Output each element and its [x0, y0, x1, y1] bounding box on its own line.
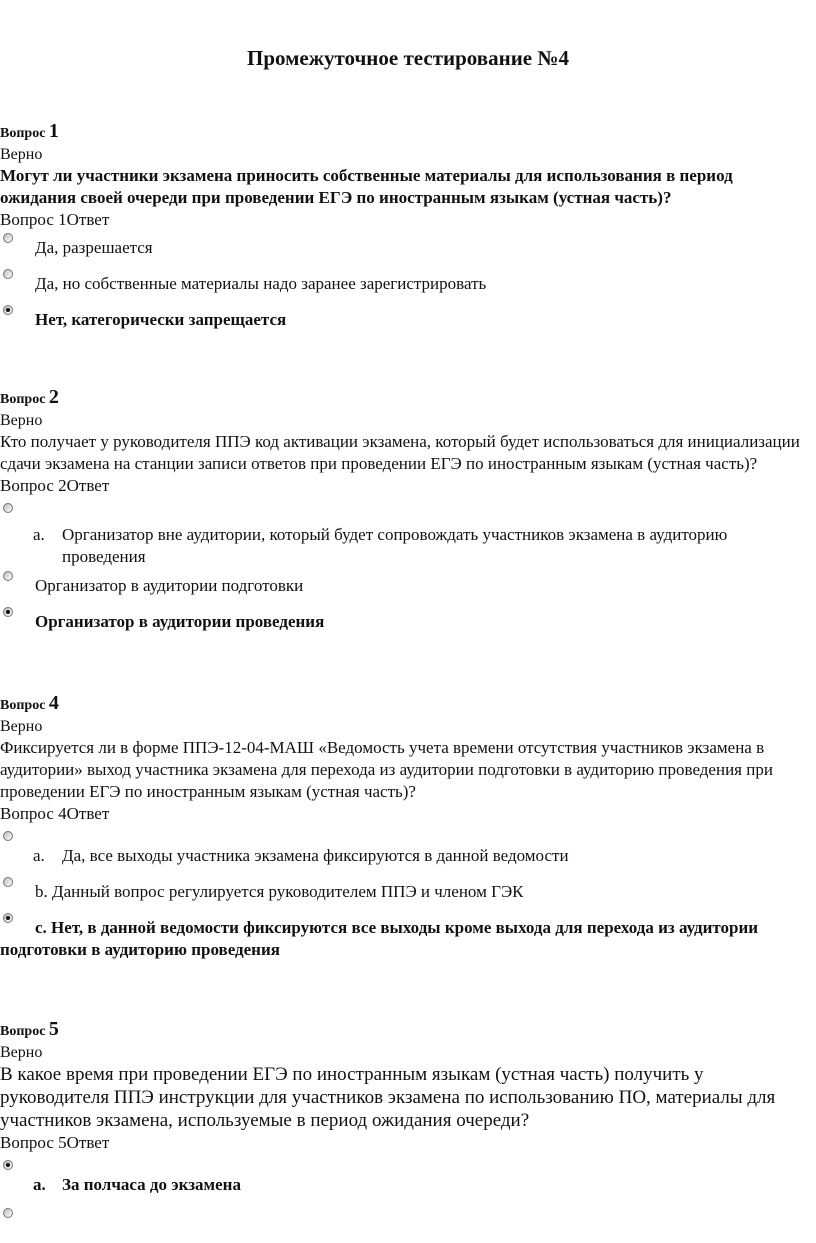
question-status: Верно — [0, 718, 43, 735]
question-text: Могут ли участники экзамена приносить собственные материалы для использования в период ожидания своей очереди при проведении ЕГЭ по иностранным языкам (устная часть)? — [0, 166, 733, 207]
question-status: Верно — [0, 412, 43, 429]
option-text: За полчаса до экзамена — [62, 1175, 241, 1194]
answer-header: Вопрос 4Ответ — [0, 804, 110, 823]
question-2 — [0, 386, 812, 641]
option-letter: a. — [33, 1175, 46, 1194]
question-text: Кто получает у руководителя ППЭ код активации экзамена, который будет использоваться для инициализации сдачи экзамена на станции записи ответов при проведении ЕГЭ по иностранным языкам (устная часть)? — [0, 432, 800, 473]
answer-option-selected[interactable] — [0, 303, 812, 339]
question-label: Вопрос — [0, 126, 46, 141]
question-text: Фиксируется ли в форме ППЭ-12-04-МАШ «Ведомость учета времени отсутствия участников экзамена в аудитории» выход участника экзамена для перехода из аудитории подготовки в аудиторию проведения при проведении ЕГЭ по иностранным языкам (устная часть)? — [0, 738, 773, 801]
answer-option[interactable] — [0, 569, 812, 605]
question-heading — [0, 386, 812, 411]
radio-button[interactable] — [3, 831, 13, 841]
answer-option[interactable] — [0, 825, 812, 875]
option-text: b. Данный вопрос регулируется руководителем ППЭ и членом ГЭК — [35, 882, 524, 901]
question-heading — [0, 692, 812, 717]
question-number: 2 — [48, 386, 59, 408]
answer-option[interactable] — [0, 267, 812, 303]
option-text: Да, все выходы участника экзамена фиксируются в данной ведомости — [62, 846, 569, 865]
answer-option-selected[interactable] — [0, 1154, 812, 1204]
question-text: В какое время при проведении ЕГЭ по иностранным языкам (устная часть) получить у руководителя ППЭ инструкции для участников экзамена по использованию ПО, материалы для участников экзамена, используемые в период ожидания очереди? — [0, 1064, 776, 1131]
option-letter: a. — [33, 525, 45, 544]
question-heading — [0, 1018, 812, 1043]
radio-button[interactable] — [3, 233, 13, 243]
question-label: Вопрос — [0, 1024, 46, 1039]
question-label: Вопрос — [0, 698, 46, 713]
question-1 — [0, 120, 812, 339]
question-5 — [0, 1018, 812, 1224]
question-heading — [0, 120, 812, 145]
radio-button-checked[interactable] — [3, 607, 13, 617]
answer-header: Вопрос 1Ответ — [0, 210, 110, 229]
answer-header: Вопрос 2Ответ — [0, 476, 110, 495]
option-text: Нет, категорически запрещается — [35, 310, 287, 329]
radio-button[interactable] — [3, 571, 13, 581]
question-status: Верно — [0, 146, 43, 163]
option-text: c. Нет, в данной ведомости фиксируются все выходы кроме выхода для перехода из аудитории подготовки в аудиторию проведения — [0, 918, 759, 959]
radio-button[interactable] — [3, 877, 13, 887]
option-text: Да, но собственные материалы надо заранее зарегистрировать — [35, 274, 487, 293]
radio-button[interactable] — [3, 269, 13, 279]
question-status: Верно — [0, 1044, 43, 1061]
page-title: Промежуточное тестирование №4 — [247, 46, 569, 70]
option-text: Организатор вне аудитории, который будет сопровождать участников экзамена в аудиторию проведения — [62, 525, 728, 566]
radio-button-checked[interactable] — [3, 305, 13, 315]
question-number: 1 — [48, 120, 59, 142]
answer-option[interactable] — [0, 1204, 812, 1224]
radio-button[interactable] — [3, 503, 13, 513]
question-number: 4 — [48, 692, 59, 714]
question-4 — [0, 692, 812, 963]
question-number: 5 — [48, 1018, 59, 1040]
radio-button[interactable] — [3, 1208, 13, 1218]
option-text: Да, разрешается — [35, 238, 153, 257]
answer-option[interactable] — [0, 231, 812, 267]
answer-option-selected[interactable] — [0, 911, 812, 963]
option-letter: a. — [33, 846, 45, 865]
answer-option[interactable] — [0, 875, 812, 911]
option-text: Организатор в аудитории проведения — [35, 612, 325, 631]
question-label: Вопрос — [0, 392, 46, 407]
option-text: Организатор в аудитории подготовки — [35, 576, 304, 595]
radio-button-checked[interactable] — [3, 1160, 13, 1170]
answer-header: Вопрос 5Ответ — [0, 1133, 110, 1152]
answer-option-selected[interactable] — [0, 605, 812, 641]
answer-option[interactable] — [0, 497, 812, 569]
